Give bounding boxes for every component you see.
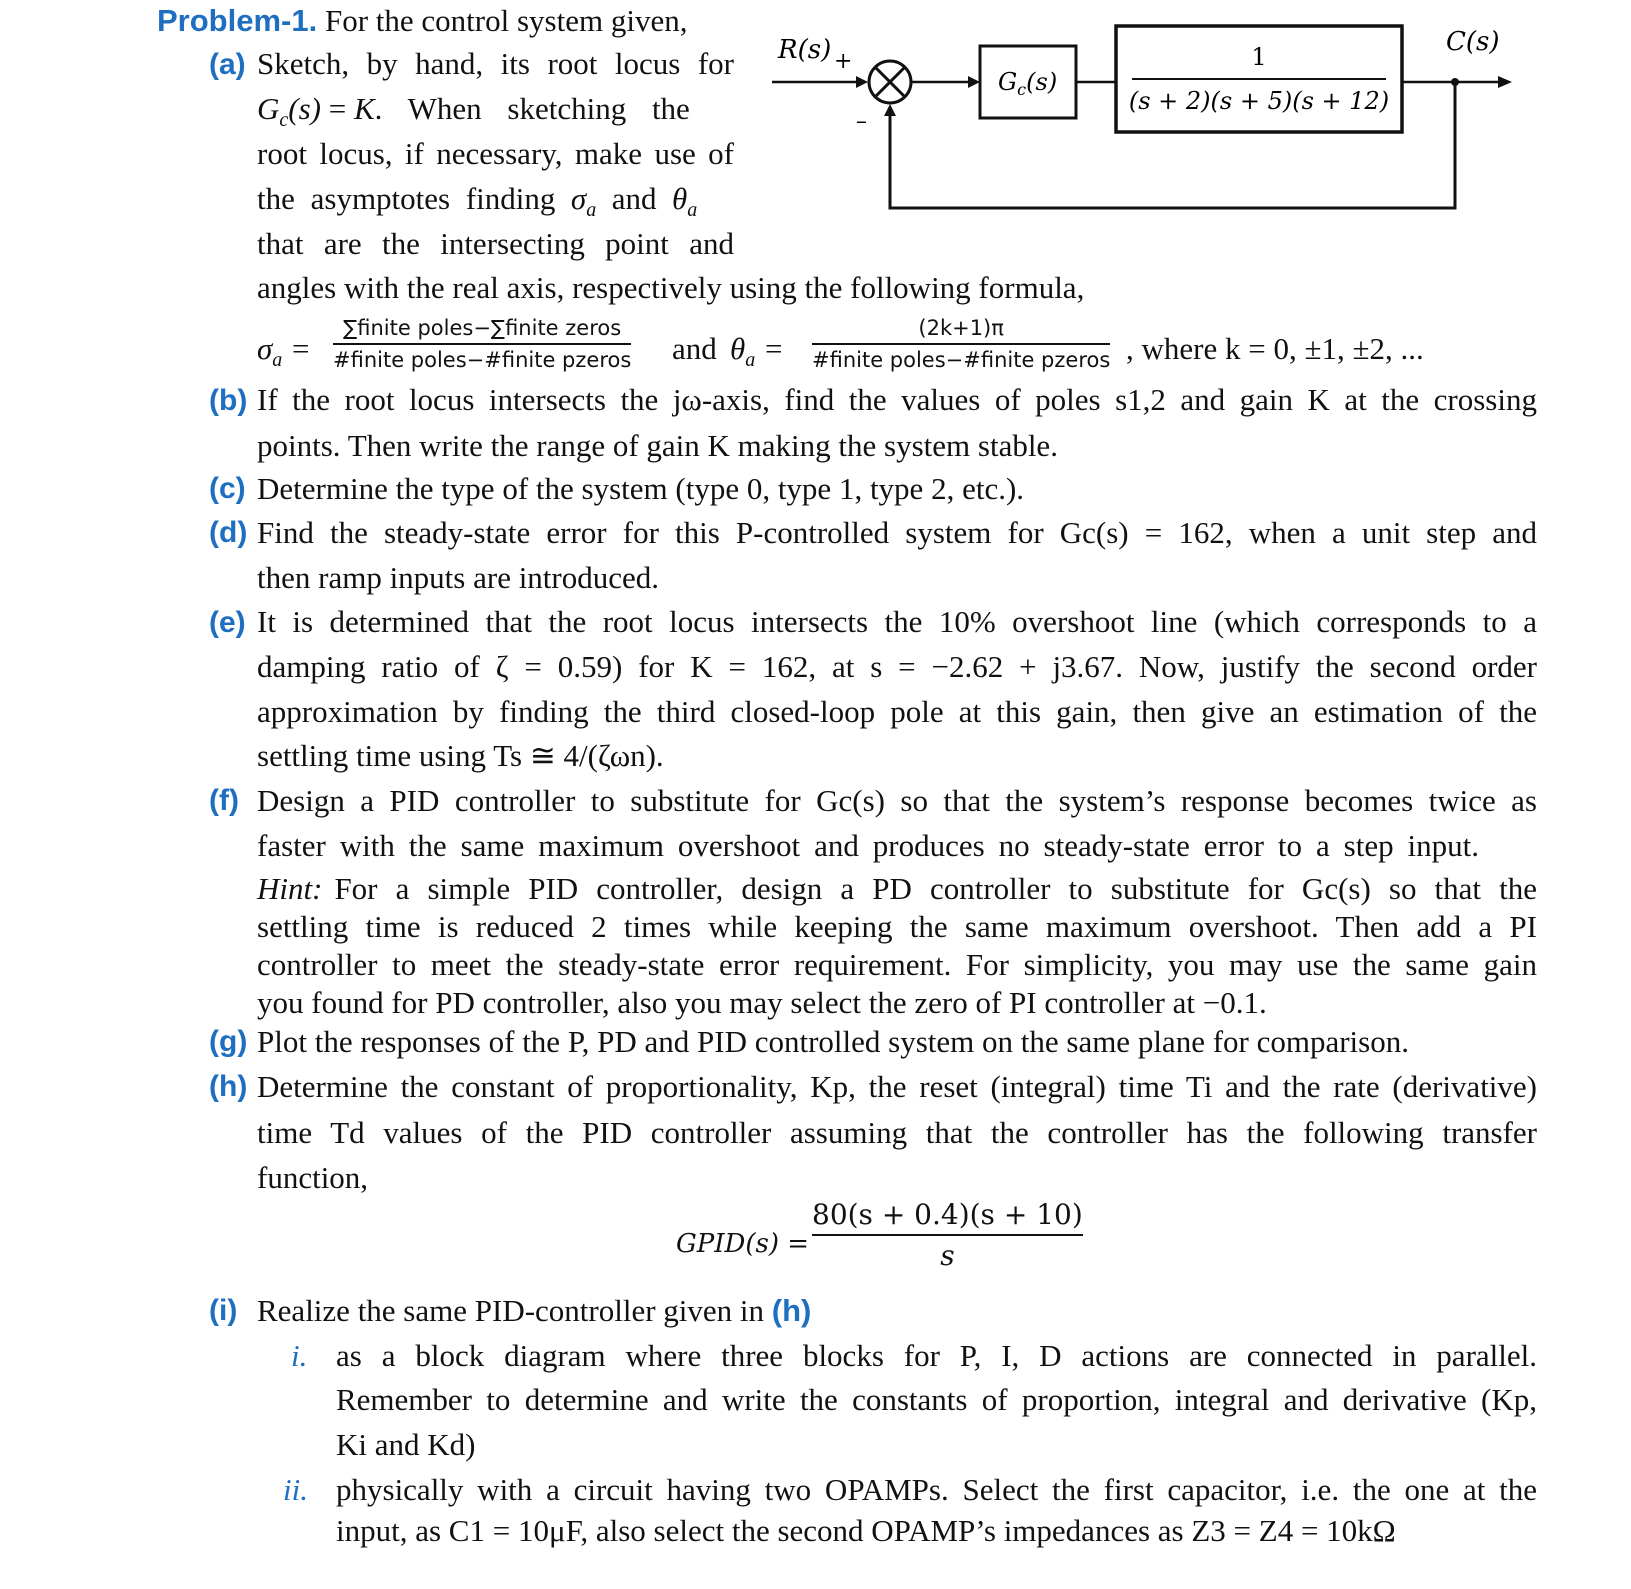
part-i-sub-i-number: i. xyxy=(291,1338,308,1373)
feedback-arrow-head xyxy=(884,104,896,116)
part-i-line-1: Realize the same PID-controller given in (h) xyxy=(257,1293,812,1328)
part-h-line-1: Determine the constant of proportionality, Kp, the reset (integral) time Ti and the rate (derivative) xyxy=(257,1069,1537,1104)
part-a-line-1: Sketch, by hand, its root locus for xyxy=(257,46,734,81)
part-a-line-2-suffix: . When sketching the xyxy=(374,91,690,126)
plant-denominator: (s + 2)(s + 5)(s + 12) xyxy=(1128,87,1390,115)
theta-a-numerator: (2k+1)π xyxy=(918,316,1004,340)
gpid-numerator: 80(s + 0.4)(s + 10) xyxy=(812,1198,1083,1231)
gpid-lhs: GPID(s) = xyxy=(676,1229,810,1259)
part-f-line-1: Design a PID controller to substitute for Gc(s) so that the system’s response becomes twice as xyxy=(257,783,1537,818)
part-e-line-4: settling time using Ts ≅ 4/(ζωn). xyxy=(257,738,664,773)
sigma-a-fraction xyxy=(333,316,631,372)
output-arrow-head xyxy=(1498,76,1512,88)
gpid-fraction xyxy=(812,1198,1083,1272)
part-d-line-2: then ramp inputs are introduced. xyxy=(257,560,660,595)
part-h-line-3: function, xyxy=(257,1160,369,1195)
hint-text-1: For a simple PID controller, design a PD controller to substitute for Gc(s) so that the xyxy=(334,871,1537,906)
part-i-sub-ii-number: ii. xyxy=(283,1472,308,1507)
part-b-label: (b) xyxy=(209,384,248,417)
input-arrow-head xyxy=(856,76,868,88)
part-a-line-4: the asymptotes finding $\sigma_a$ and $\theta_a$ xyxy=(257,181,698,222)
part-a-label: (a) xyxy=(209,48,246,81)
minus-sign: – xyxy=(856,109,867,134)
plant-numerator: 1 xyxy=(1251,43,1267,71)
part-i-sub-i-line-3: Ki and Kd) xyxy=(336,1427,476,1462)
part-g-label: (g) xyxy=(209,1025,248,1058)
part-e-line-2: damping ratio of ζ = 0.59) for K = 162, at s = −2.62 + j3.67. Now, justify the second order xyxy=(257,649,1537,684)
sigma-a-denominator: #finite poles−#finite pzeros xyxy=(333,348,632,372)
part-i-sub-ii-line-1: physically with a circuit having two OPAMPs. Select the first capacitor, i.e. the one at the xyxy=(336,1472,1537,1507)
problem-intro: For the control system given, xyxy=(324,3,688,38)
controller-label: $G_c(s)$ xyxy=(998,68,1058,99)
part-d-label: (d) xyxy=(209,516,248,549)
part-a-line-2: $G_c(s) = K$. When sketching the xyxy=(257,91,690,132)
plus-sign: + xyxy=(834,49,853,74)
part-f-label: (f) xyxy=(209,784,239,817)
gpid-denominator: s xyxy=(940,1239,955,1272)
part-f-hint-line-1 xyxy=(257,870,1537,908)
part-i-sub-i-line-1: as a block diagram where three blocks for P, I, D actions are connected in parallel. xyxy=(336,1338,1537,1373)
part-e-line-3: approximation by finding the third closed-loop pole at this gain, then give an estimation of the xyxy=(257,694,1537,729)
part-c-line-1: Determine the type of the system (type 0, type 1, type 2, etc.). xyxy=(257,471,1025,506)
theta-a-fraction xyxy=(812,316,1110,372)
part-h-label: (h) xyxy=(209,1070,248,1103)
part-d-line-1: Find the steady-state error for this P-controlled system for Gc(s) = 162, when a unit step and xyxy=(257,515,1537,550)
part-c-label: (c) xyxy=(209,472,246,505)
part-a-line-6: angles with the real axis, respectively using the following formula, xyxy=(257,270,1085,305)
formula-where: , where k = 0, ±1, ±2, ... xyxy=(1126,331,1424,366)
part-b-line-1: If the root locus intersects the jω-axis, find the values of poles s1,2 and gain K at the crossing xyxy=(257,382,1537,417)
part-a-line-5: that are the intersecting point and xyxy=(257,226,734,261)
hint-word: Hint: xyxy=(257,871,323,906)
part-f-hint-line-3: controller to meet the steady-state error requirement. For simplicity, you may use the same gain xyxy=(257,947,1537,982)
part-i-sub-i-line-2: Remember to determine and write the constants of proportion, integral and derivative (Kp, xyxy=(336,1382,1537,1417)
part-g-line-1: Plot the responses of the P, PD and PID controlled system on the same plane for comparison. xyxy=(257,1024,1409,1059)
part-b-line-2: points. Then write the range of gain K making the system stable. xyxy=(257,428,1058,463)
theta-a-denominator: #finite poles−#finite pzeros xyxy=(812,348,1111,372)
block-diagram xyxy=(770,20,1540,220)
part-e-line-1: It is determined that the root locus intersects the 10% overshoot line (which corresponds to a xyxy=(257,604,1537,639)
part-f-line-2: faster with the same maximum overshoot and produces no steady-state error to a step input. xyxy=(257,828,1479,863)
sigma-a-symbol: $\sigma_a$ = xyxy=(257,331,311,372)
part-f-hint-line-2: settling time is reduced 2 times while keeping the same maximum overshoot. Then add a PI xyxy=(257,909,1537,944)
input-label: R(s) xyxy=(778,35,832,65)
formula-and: and xyxy=(672,331,717,366)
theta-a-symbol: $\theta_a$ = xyxy=(730,331,784,372)
part-f-hint-line-4: you found for PD controller, also you may select the zero of PI controller at −0.1. xyxy=(257,985,1267,1020)
problem-header xyxy=(157,2,687,40)
part-h-line-2: time Td values of the PID controller assuming that the controller has the following transfer xyxy=(257,1115,1537,1150)
output-label: C(s) xyxy=(1446,27,1500,57)
part-i-label: (i) xyxy=(209,1294,238,1327)
part-i-sub-ii-line-2: input, as C1 = 10μF, also select the second OPAMP’s impedances as Z3 = Z4 = 10kΩ xyxy=(336,1513,1396,1548)
sigma-a-numerator: ∑finite poles−∑finite zeros xyxy=(343,316,622,340)
part-a-line-3: root locus, if necessary, make use of xyxy=(257,136,734,171)
problem-title: Problem-1. xyxy=(157,3,318,38)
part-e-label: (e) xyxy=(209,606,246,639)
part-i-ref: (h) xyxy=(771,1293,812,1328)
summing-junction xyxy=(869,61,911,103)
